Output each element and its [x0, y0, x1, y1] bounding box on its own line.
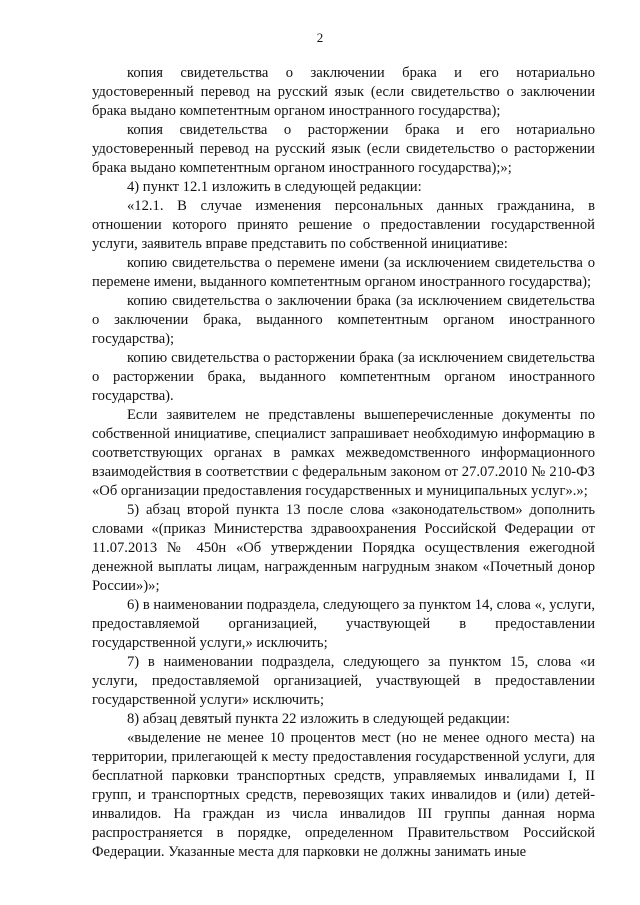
paragraph-marriage-copy: копию свидетельства о заключении брака (за исключением свидетельства о заключении брака, выданного компетентным органом иностранного государства);	[92, 293, 595, 347]
document-body	[92, 64, 595, 862]
paragraph-clause-12-1: «12.1. В случае изменения персональных данных гражданина, в отношении которого принято решение о предоставлении государственной услуги, заявитель вправе представить по собственной инициативе:	[92, 198, 595, 252]
paragraph-item-7: 7) в наименовании подраздела, следующего за пунктом 15, слова «и услуги, предоставляемой организацией, участвующей в предоставлении государственной услуги» исключить;	[92, 654, 595, 708]
paragraph-name-change-copy: копию свидетельства о перемене имени (за исключением свидетельства о перемене имени, выданного компетентным органом иностранного государства);	[92, 255, 595, 290]
paragraph-item-6: 6) в наименовании подраздела, следующего за пунктом 14, слова «, услуги, предоставляемой организацией, участвующей в предоставлении государственной услуги,» исключить;	[92, 597, 595, 651]
paragraph-interagency-request: Если заявителем не представлены вышеперечисленные документы по собственной инициативе, специалист запрашивает необходимую информацию в соответствующих органах в рамках межведомственного информационного взаимодействия в соответствии с федеральным законом от 27.07.2010 № 210-ФЗ «Об организации предоставления государственных и муниципальных услуг».»;	[92, 407, 595, 499]
paragraph-divorce-copy: копию свидетельства о расторжении брака (за исключением свидетельства о расторжении брака, выданного компетентным органом иностранного государства).	[92, 350, 595, 404]
page-number: 2	[316, 30, 324, 45]
paragraph-item-5: 5) абзац второй пункта 13 после слова «законодательством» дополнить словами «(приказ Министерства здравоохранения Российской Федерации от 11.07.2013 № 450н «Об утверждении Порядка осуществления ежегодной денежной выплаты лицам, награжденным нагрудным знаком «Почетный донор России»)»;	[92, 502, 595, 594]
paragraph-item-8: 8) абзац девятый пункта 22 изложить в следующей редакции:	[127, 711, 510, 727]
paragraph-marriage-certificate-copy: копия свидетельства о заключении брака и его нотариально удостоверенный перевод на русский язык (если свидетельство о заключении брака выдано компетентным органом иностранного государства);	[92, 65, 595, 119]
paragraph-divorce-certificate-copy: копия свидетельства о расторжении брака и его нотариально удостоверенный перевод на русский язык (если свидетельство о расторжении брака выдано компетентным органом иностранного государства);»;	[92, 122, 595, 176]
paragraph-parking-allocation: «выделение не менее 10 процентов мест (но не менее одного места) на территории, прилегающей к месту предоставления государственной услуги, для бесплатной парковки транспортных средств, управляемых инвалидами I, II групп, и транспортных средств, перевозящих таких инвалидов и (или) детей-инвалидов. На граждан из числа инвалидов III группы данная норма распространяется в порядке, определенном Правительством Российской Федерации. Указанные места для парковки не должны занимать иные	[92, 730, 595, 860]
paragraph-item-4: 4) пункт 12.1 изложить в следующей редакции:	[127, 179, 422, 195]
